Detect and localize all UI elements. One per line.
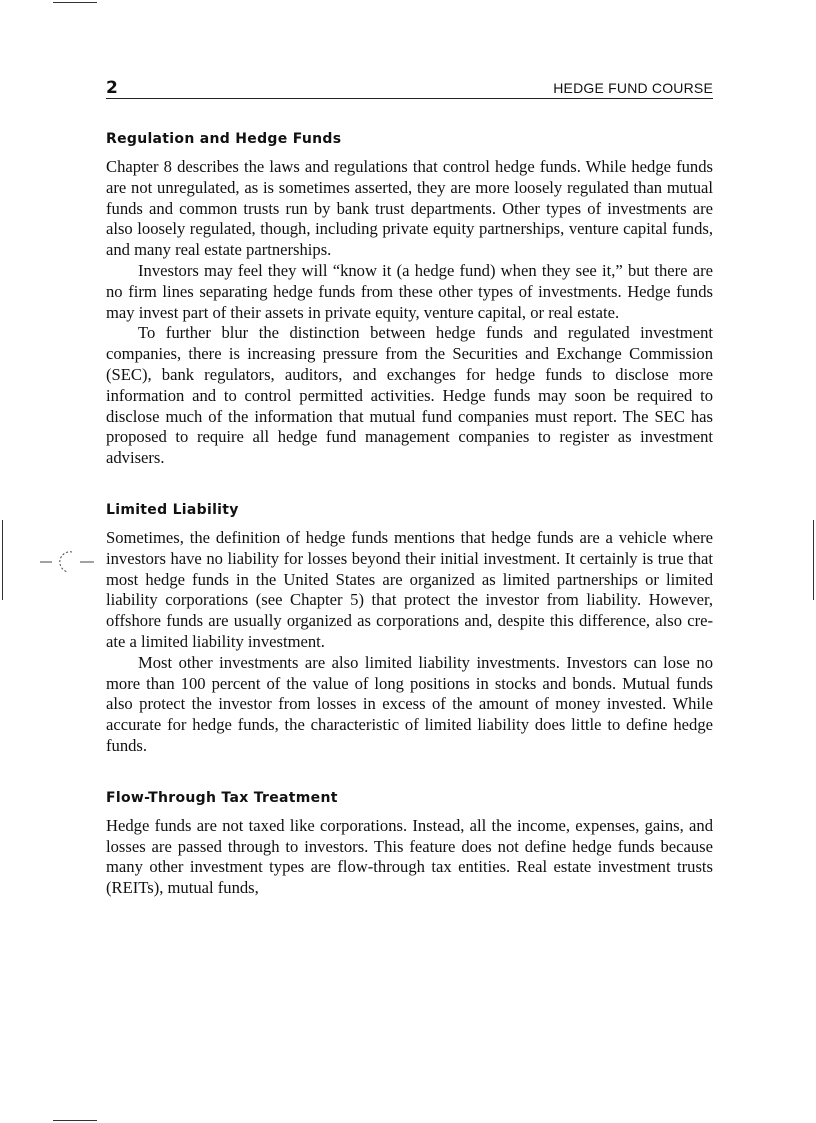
page-header xyxy=(106,78,713,99)
paragraph: Sometimes, the definition of hedge funds mentions that hedge funds are a vehicle where investors have no liability for losses beyond their initial investment. It certainly is true that most hedge funds in the United States are organized as limited partnerships or limited liability corporations (see Chapter 5) that protect the investor from liability. However, offshore funds are usually organized as corporations and, despite this difference, also create a limited liability investment. xyxy=(106,527,713,651)
section-heading: Flow-Through Tax Treatment xyxy=(106,789,338,806)
section-limited-liability xyxy=(106,500,713,757)
paragraph: Most other investments are also limited liability investments. Investors can lose no more than 100 percent of the value of long positions in stocks and bonds. Mutual funds also protect the investor from losses in excess of the amount of money invested. While accurate for hedge funds, the characteristic of limited liability does little to define hedge funds. xyxy=(106,652,713,755)
section-heading: Regulation and Hedge Funds xyxy=(106,131,342,147)
registration-mark-icon xyxy=(40,548,100,576)
page-number: 2 xyxy=(106,78,118,98)
crop-mark-bottom xyxy=(53,1120,97,1121)
paragraph: Chapter 8 describes the laws and regulations that control hedge funds. While hedge funds are not unregulated, as is sometimes asserted, they are more loosely regulated than mutual funds and common trusts run by bank trust departments. Other types of investments are also loosely regulated, though, including private equity partnerships, venture capital funds, and many real estate partnerships. xyxy=(106,157,713,260)
paragraph: To further blur the distinction between hedge funds and regulated investment companies, there is increasing pressure from the Securities and Exchange Commission (SEC), bank regulators, auditors, and exchanges for hedge funds to disclose more information and to control permitted activities. Hedge funds may soon be required to disclose much of the information that mutual fund companies must report. The SEC has proposed to require all hedge fund management companies to register as investment advisers. xyxy=(106,323,713,468)
paragraph: Investors may feel they will “know it (a hedge fund) when they see it,” but there are no firm lines separating hedge funds from these other types of investments. Hedge funds may invest part of their assets in private equity, venture capital, or real estate. xyxy=(106,260,713,322)
page-body xyxy=(106,129,713,930)
crop-mark-top xyxy=(53,2,97,3)
section-regulation xyxy=(106,129,713,469)
running-head: HEDGE FUND COURSE xyxy=(553,80,713,96)
crop-mark-left xyxy=(2,520,3,600)
crop-mark-right xyxy=(813,520,814,600)
section-flow-through-tax xyxy=(106,788,713,899)
paragraph: Hedge funds are not taxed like corporations. Instead, all the income, expenses, gains, and losses are passed through to investors. This feature does not define hedge funds because many other investment types are flow-through tax entities. Real estate investment trusts (REITs), mutual funds, xyxy=(106,815,713,898)
section-heading: Limited Liability xyxy=(106,501,239,518)
